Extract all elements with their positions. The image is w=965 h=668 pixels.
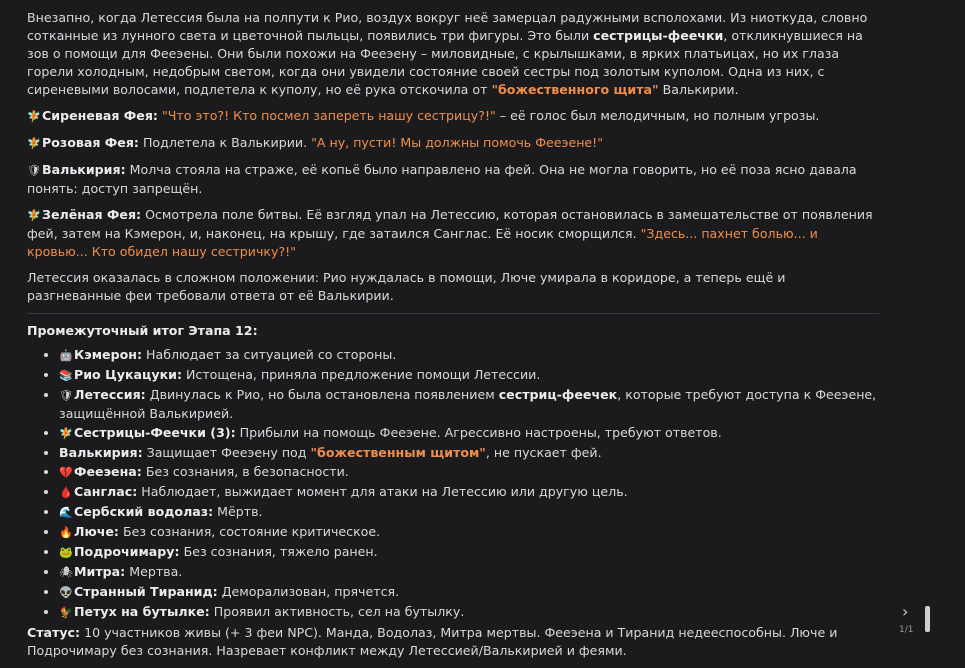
highlight-sisters: сестрицы-феечки	[593, 28, 724, 43]
frog-icon: 🐸	[59, 546, 73, 559]
books-icon: 📚	[59, 369, 73, 382]
quote-divine-shield: "божественного щита"	[491, 82, 659, 97]
list-item: • 🐓Петух на бутылке: Проявил активность, сел на бутылку.	[59, 603, 879, 622]
story-paragraph-6: Летессия оказалась в сложном положении: Рио нуждалась в помощи, Люче умирала в коридоре, а теперь ещё и разгневанные феи требовали ответа от её Валькирии.	[27, 270, 786, 303]
blood-drop-icon: 🩸	[59, 486, 73, 499]
list-item: • 🤖Кэмерон: Наблюдает за ситуацией со стороны.	[59, 346, 879, 365]
scrollbar-thumb[interactable]	[925, 606, 930, 632]
list-item: • Валькирия: Защищает Фееэену под "божественным щитом", не пускает фей.	[59, 444, 879, 462]
robot-icon: 🤖	[59, 349, 73, 362]
list-item: • 📚Рио Цукацуки: Истощена, приняла предложение помощи Летессии.	[59, 366, 879, 385]
chevron-right-icon[interactable]: ›	[902, 602, 909, 621]
alien-icon: 👽	[59, 586, 73, 599]
list-item: • 🩸Санглас: Наблюдает, выжидает момент для атаки на Летессию или другую цель.	[59, 483, 879, 502]
fairy-icon: 🧚	[59, 427, 73, 440]
list-item: • 🧚Сестрицы-Феечки (3): Прибыли на помощь Фееэене. Агрессивно настроены, требуют ответов.	[59, 424, 879, 443]
story-paragraph-1: Внезапно, когда Летессия была на полпути к Рио, воздух вокруг неё замерцал радужными всполохами. Из ниоткуда, словно сотканные из лунного света и цветочной пыльцы, появились три фигуры. Это были сестрицы-феечки, откликнувшиеся на зов о помощи для Фееэены. Они были похожи на Фееэену – миловидные, с крылышками, в ярких платьицах, но их глаза горели холодным, недобрым светом, когда они увидели состояние своей сестры под золотым куполом. Одна из них, с сиреневыми волосами, подлетела к куполу, но её рука отскочила от "божественного щита" Валькирии.	[27, 10, 868, 97]
dialogue-valkyrie: 🛡Валькирия: Молча стояла на страже, её копьё было направлено на фей. Она не могла говорить, но её поза ясно давала понять: доступ запрещён.	[27, 162, 857, 196]
spider-icon: 🕷	[59, 566, 73, 579]
page-navigation	[898, 602, 920, 635]
broken-heart-icon: 💔	[59, 466, 73, 479]
rooster-icon: 🐓	[59, 606, 73, 619]
list-item: • 🕷Митра: Мертва.	[59, 563, 879, 582]
list-item: • 🛡Летессия: Двинулась к Рио, но была остановлена появлением сестриц-феечек, которые требуют доступа к Фееэене, защищённой Валькирией.	[59, 386, 879, 423]
status-line: Статус: 10 участников живы (+ 3 феи NPC). Манда, Водолаз, Митра мертвы. Фееэена и Тиранид недееспособны. Люче и Подрочимару без сознания. Назревает конфликт между Летессией/Валькирией и феями.	[27, 625, 838, 658]
page-indicator: 1/1	[899, 625, 914, 635]
fairy-icon: 🧚	[27, 110, 41, 123]
list-item: • 🌊Сербский водолаз: Мёртв.	[59, 503, 879, 522]
shield-icon: 🛡	[59, 389, 73, 402]
fire-icon: 🔥	[59, 526, 73, 539]
list-item: • 🐸Подрочимару: Без сознания, тяжело ранен.	[59, 543, 879, 562]
list-item: • 👽Странный Тиранид: Деморализован, прячется.	[59, 583, 879, 602]
shield-icon: 🛡	[27, 164, 41, 177]
summary-list	[27, 346, 879, 622]
divider	[27, 313, 879, 314]
dialogue-green-fairy: 🧚Зелёная Фея: Осмотрела поле битвы. Её взгляд упал на Летессию, которая остановилась в замешательстве от появления фей, затем на Кэмерон, и, наконец, на крышу, где затаился Санглас. Её носик сморщился. "Здесь... пахнет болью... и кровью... Кто обидел нашу сестричку?!"	[27, 207, 873, 259]
dialogue-lilac-fairy: 🧚Сиреневая Фея: "Что это?! Кто посмел запереть нашу сестрицу?!" – её голос был мелодичным, но полным угрозы.	[27, 107, 879, 126]
wave-icon: 🌊	[59, 506, 73, 519]
dialogue-pink-fairy: 🧚Розовая Фея: Подлетела к Валькирии. "А ну, пусти! Мы должны помочь Фееэене!"	[27, 134, 879, 153]
message-content	[27, 9, 879, 668]
list-item: • 💔Фееэена: Без сознания, в безопасности.	[59, 463, 879, 482]
summary-heading: Промежуточный итог Этапа 12:	[27, 323, 258, 338]
fairy-icon: 🧚	[27, 209, 41, 222]
fairy-icon: 🧚	[27, 137, 41, 150]
list-item: • 🔥Люче: Без сознания, состояние критическое.	[59, 523, 879, 542]
